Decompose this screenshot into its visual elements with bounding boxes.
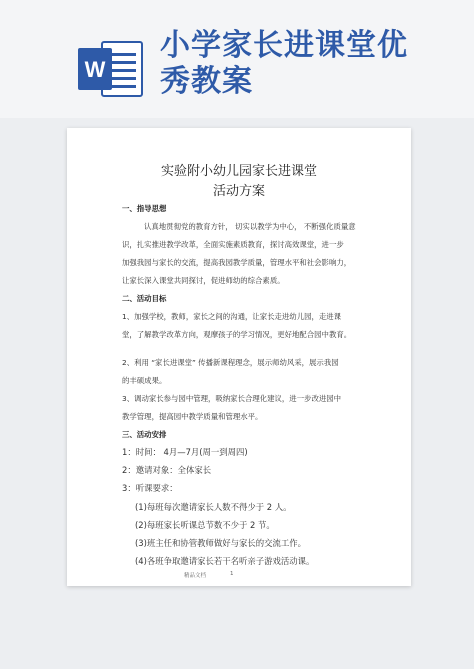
banner-title-line1: 小学家长进课堂优: [160, 28, 408, 63]
requirement-item: (1)每班每次邀请家长人数不得少于 2 人。: [135, 502, 292, 512]
list-item-requirements: 3：听课要求：: [122, 483, 178, 493]
paragraph-line: 的丰硕成果。: [122, 376, 167, 385]
requirement-item: (4)各班争取邀请家长若干名听亲子游戏活动课。: [135, 556, 315, 566]
banner-title: [160, 28, 460, 100]
banner: [0, 0, 474, 118]
requirement-item: (2)每班家长听课总节数不少于 2 节。: [135, 520, 275, 530]
paragraph-line: 认真地贯彻党的教育方针， 切实以教学为中心， 不断强化质量意: [144, 222, 356, 231]
word-icon-letter: W: [84, 57, 106, 82]
paragraph-line: 2、利用 “家长进课堂” 传播新课程理念，展示师幼风采，展示我园: [122, 358, 339, 367]
section-heading-goals: 二、活动目标: [122, 294, 167, 303]
paragraph-line: 加强我园与家长的交流，提高我园教学质量，管理水平和社会影响力，: [122, 258, 352, 267]
paragraph-line: 1、加强学校，教师，家长之间的沟通，让家长走进幼儿园，走进课: [122, 312, 342, 321]
word-document-icon: [78, 40, 150, 98]
banner-title-line2: 秀教案: [160, 64, 253, 99]
paragraph-line: 3、调动家长参与园中管理，吸纳家长合理化建议，进一步改进园中: [122, 394, 342, 403]
paragraph-line: 让家长深入课堂共同探讨，促进师幼的综合素质。: [122, 276, 285, 285]
paragraph-line: 教学管理，提高园中教学质量和管理水平。: [122, 412, 263, 421]
document-title: 实验附小幼儿园家长进课堂: [160, 164, 317, 179]
footer-label: 精品文档: [184, 573, 207, 579]
page-number: 1: [230, 571, 234, 577]
section-heading-arrangement: 三、活动安排: [122, 430, 167, 439]
requirement-item: (3)班主任和协管教师做好与家长的交流工作。: [135, 538, 306, 548]
section-heading-guiding: 一、指导思想: [122, 204, 167, 213]
list-item-time: 1：时间： 4月—7月(周一到周四): [122, 447, 248, 457]
document-page: [67, 128, 411, 586]
document-subtitle: 活动方案: [212, 184, 265, 199]
list-item-invitees: 2：邀请对象：全体家长: [122, 465, 212, 475]
paragraph-line: 堂，了解教学改革方向，观摩孩子的学习情况，更好地配合园中教育。: [122, 330, 352, 339]
paragraph-line: 识，扎实推进教学改革，全面实施素质教育，探讨高效课堂，进一步: [122, 240, 344, 249]
